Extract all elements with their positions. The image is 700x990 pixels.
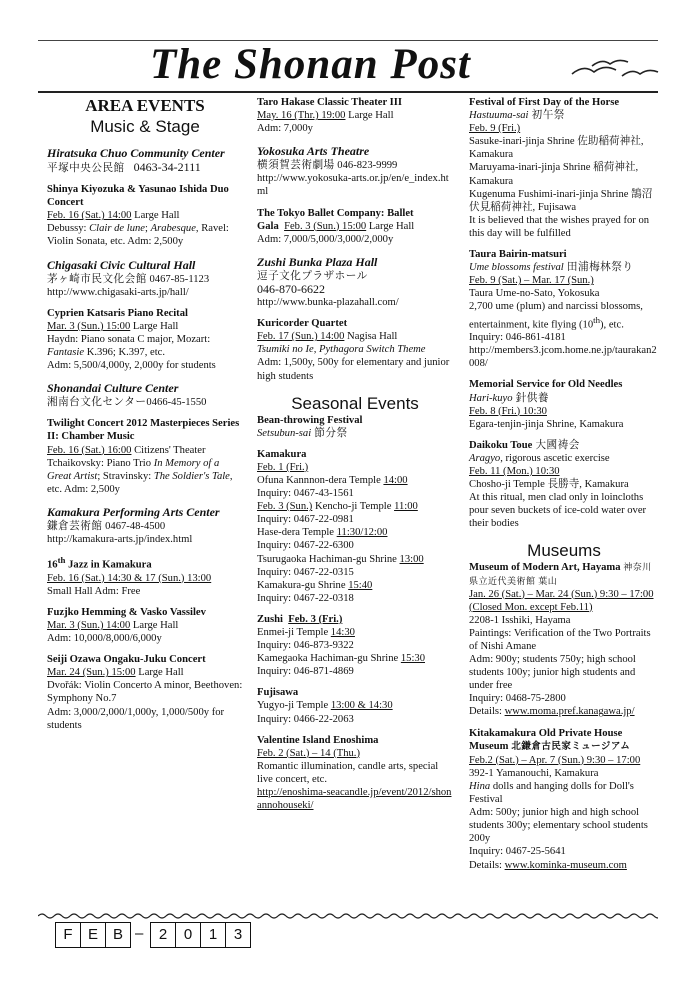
column-3 bbox=[469, 96, 659, 872]
masthead-title: The Shonan Post bbox=[150, 41, 471, 88]
festival-location: Egara-tenjin-jinja Shrine, Kamakura bbox=[469, 418, 624, 430]
venue-contact: 茅ヶ崎市民文化会館 0467-85-1123 bbox=[47, 273, 210, 285]
museum-address: 2208-1 Isshiki, Hayama bbox=[469, 614, 571, 626]
event-title: The Tokyo Ballet Company: Ballet Gala Feb. 3 (Sun.) 15:00 Large Hall bbox=[257, 207, 415, 232]
festival-subtitle: Ume blossoms festival 田浦梅林祭り bbox=[469, 262, 634, 274]
issue-year-box bbox=[150, 922, 251, 948]
event-title: Seiji Ozawa Ongaku-Juku Concert bbox=[47, 654, 206, 666]
museum-details: Details: www.moma.pref.kanagawa.jp/ bbox=[469, 706, 635, 718]
event-date: Mar. 3 (Sun.) 15:00 Large Hall bbox=[47, 320, 179, 332]
event-date: Feb. 17 (Sun.) 14:00 Nagisa Hall bbox=[257, 331, 398, 343]
festival-date: Feb. 9 (Sat.) – Mar. 17 (Sun.) bbox=[469, 275, 594, 287]
museum-admission: Adm: 900y; students 750y; high school students 100y; junior high students and under free bbox=[469, 654, 636, 692]
venue-contact: 鎌倉芸術館 0467-48-4500 bbox=[47, 520, 166, 532]
venue-url[interactable]: http://www.yokosuka-arts.or.jp/en/e_index.html bbox=[257, 173, 449, 198]
column-2 bbox=[257, 96, 453, 812]
issue-digit: 0 bbox=[176, 923, 201, 947]
museum-inquiry: Inquiry: 0467-25-5641 bbox=[469, 846, 566, 858]
festival-title: Valentine Island Enoshima bbox=[257, 734, 379, 746]
music-stage-heading: Music & Stage bbox=[90, 117, 200, 136]
venue-name-jp: 逗子文化プラザホール bbox=[257, 270, 368, 282]
festival-subtitle: Hastuuma-sai 初午祭 bbox=[469, 110, 565, 122]
festival-location: Hase-dera Temple 11:30/12:00 bbox=[257, 527, 388, 539]
event-admission: Adm: 10,000/8,000/6,000y bbox=[47, 633, 162, 645]
venue-name: Kamakura Performing Arts Center bbox=[47, 504, 220, 519]
venue-contact: 平塚中央公民館 0463-34-2111 bbox=[47, 160, 201, 174]
festival-date: Feb. 11 (Mon.) 10:30 bbox=[469, 465, 560, 477]
festival-location: Ofuna Kannnon-dera Temple 14:00 bbox=[257, 474, 408, 486]
festival-subtitle: Hari-kuyo 針供養 bbox=[469, 392, 549, 404]
venue-name: Hiratsuka Chuo Community Center bbox=[47, 146, 225, 160]
event-title: Kuricorder Quartet bbox=[257, 318, 348, 330]
event-title: 16th Jazz in Kamakura bbox=[47, 555, 152, 571]
festival-date: Feb. 8 (Fri.) 10:30 bbox=[469, 405, 547, 417]
museum-description: Hina dolls and hanging dolls for Doll's Festival bbox=[469, 780, 634, 806]
festival-date: Feb. 9 (Fri.) bbox=[469, 123, 521, 135]
event-date: Mar. 24 (Sun.) 15:00 Large Hall bbox=[47, 667, 184, 679]
issue-month-box bbox=[55, 922, 131, 948]
area-fujisawa: Fujisawa bbox=[257, 687, 299, 699]
venue-name: Chigasaki Civic Cultural Hall bbox=[47, 257, 196, 272]
festival-location: Chosho-ji Temple 長勝寺, Kamakura bbox=[469, 479, 629, 491]
museum-title: Kitakamakura Old Private House Museum 北鎌倉古民家ミュージアム bbox=[469, 727, 631, 752]
issue-digit: 1 bbox=[201, 923, 226, 947]
museum-dates: Jan. 26 (Sat.) – Mar. 24 (Sun.) 9:30 – 17:00 (Closed Mon. except Feb.11) bbox=[469, 588, 654, 613]
issue-dash: – bbox=[135, 925, 144, 942]
festival-inquiry: Inquiry: 046-873-9322 bbox=[257, 640, 354, 652]
festival-url[interactable]: http://enoshima-seacandle.jp/event/2012/shonannohouseki/ bbox=[257, 787, 452, 812]
event-admission: Adm: 7,000y bbox=[257, 123, 313, 135]
museum-title: Museum of Modern Art, Hayama 神奈川県立近代美術館 葉山 bbox=[469, 562, 652, 586]
issue-digit: 2 bbox=[151, 923, 176, 947]
festival-location: Maruyama-inari-jinja Shrine 稲荷神社, Kamakura bbox=[469, 162, 639, 187]
event-date: Feb. 16 (Sat.) 16:00 Citizens' Theater bbox=[47, 444, 206, 456]
festival-location: Tsurugaoka Hachiman-gu Shrine 13:00 bbox=[257, 553, 424, 565]
festival-title: Daikoku Toue 大國祷会 bbox=[469, 439, 580, 451]
venue-url[interactable]: http://www.bunka-plazahall.com/ bbox=[257, 297, 399, 309]
issue-letter: F bbox=[56, 923, 81, 947]
issue-digit: 3 bbox=[233, 926, 243, 943]
seagulls-icon bbox=[570, 52, 660, 82]
museum-dates: Feb.2 (Sat.) – Apr. 7 (Sun.) 9:30 – 17:00 392-1 Yamanouchi, Kamakura bbox=[469, 754, 641, 779]
festival-inquiry: Inquiry: 0467-43-1561 bbox=[257, 488, 354, 500]
museum-description: Paintings: Verification of the Two Portraits of Nishi Amane bbox=[469, 627, 651, 652]
event-title: Cyprien Katsaris Piano Recital bbox=[47, 307, 188, 319]
venue-url[interactable]: http://kamakura-arts.jp/index.html bbox=[47, 533, 193, 545]
seasonal-events-heading: Seasonal Events bbox=[291, 393, 419, 413]
event-title: Shinya Kiyozuka & Yasunao Ishida Duo Concert bbox=[47, 184, 229, 209]
event-date: May. 16 (Thr.) 19:00 Large Hall bbox=[257, 110, 394, 122]
festival-inquiry: Inquiry: 0467-22-6300 bbox=[257, 540, 354, 552]
festival-inquiry: Inquiry: 0467-22-0318 bbox=[257, 592, 354, 604]
festival-description: It is believed that the wishes prayed for on this day will be fulfilled bbox=[469, 214, 650, 239]
venue-contact: 湘南台文化センター0466-45-1550 bbox=[47, 397, 207, 409]
festival-inquiry: Inquiry: 0467-22-0315 bbox=[257, 566, 354, 578]
festival-location: Yugyo-ji Temple 13:00 & 14:30 bbox=[257, 700, 393, 712]
event-date: Feb. 16 (Sat.) 14:30 & 17 (Sun.) 13:00 bbox=[47, 572, 212, 584]
issue-letter: B bbox=[112, 926, 123, 943]
event-program: Haydn: Piano sonata C major, Mozart: Fantasie K.396; K.397, etc. bbox=[47, 333, 211, 359]
event-program: Tchaikovsky: Piano Trio In Memory of a Great Artist; Stravinsky: The Soldier's Tale, etc. Adm: 2,500y bbox=[47, 457, 233, 495]
event-title: Taro Hakase Classic Theater III bbox=[257, 97, 402, 108]
area-zushi: Zushi Feb. 3 (Fri.) bbox=[257, 613, 343, 625]
festival-title: Festival of First Day of the Horse bbox=[469, 97, 620, 108]
festival-inquiry: Inquiry: 0466-22-2063 bbox=[257, 713, 354, 725]
event-program: Dvořák: Violin Concerto A minor, Beethoven: Symphony No.7 bbox=[47, 680, 243, 705]
event-admission: Adm: 7,000/5,000/3,000/2,000y bbox=[257, 233, 394, 245]
museum-admission: Adm: 500y; junior high and high school students 300y; elementary school students 200y bbox=[469, 807, 648, 845]
venue-name: Yokosuka Arts Theatre bbox=[257, 144, 370, 159]
event-date: Feb. 16 (Sat.) 14:00 Large Hall bbox=[47, 210, 180, 222]
event-title: Twilight Concert 2012 Masterpieces Series II: Chamber Music bbox=[47, 418, 240, 443]
wavy-divider bbox=[38, 912, 658, 920]
festival-location: Kamegaoka Hachiman-gu Shrine 15:30 bbox=[257, 653, 425, 665]
festival-location: Feb. 3 (Sun.) Kencho-ji Temple 11:00 bbox=[257, 501, 418, 513]
museum-details: Details: www.kominka-museum.com bbox=[469, 859, 627, 871]
festival-location: Kugenuma Fushimi-inari-jinja Shrine 鵠沼伏見稲荷神社, Fujisawa bbox=[469, 188, 653, 213]
museum-url[interactable]: www.moma.pref.kanagawa.jp/ bbox=[504, 706, 635, 718]
event-date: Mar. 3 (Sun.) 14:00 Large Hall bbox=[47, 619, 179, 631]
festival-title: Memorial Service for Old Needles bbox=[469, 379, 623, 391]
issue-letter: E bbox=[81, 923, 106, 947]
venue-contact: 横須賀芸術劇場 046-823-9999 bbox=[257, 160, 398, 172]
festival-inquiry: Inquiry: 0467-22-0981 bbox=[257, 514, 354, 526]
masthead-rule bbox=[38, 91, 658, 93]
festival-title: Bean-throwing Festival bbox=[257, 414, 363, 426]
area-kamakura: Kamakura bbox=[257, 448, 307, 460]
festival-location: Enmei-ji Temple 14:30 bbox=[257, 627, 355, 638]
museums-heading: Museums bbox=[527, 541, 601, 561]
venue-url[interactable]: http://www.chigasaki-arts.jp/hall/ bbox=[47, 286, 189, 298]
event-title: Fuzjko Hemming & Vasko Vassilev bbox=[47, 606, 206, 618]
festival-location: Taura Ume-no-Sato, Yokosuka bbox=[469, 288, 600, 300]
festival-title: Taura Bairin-matsuri bbox=[469, 249, 567, 261]
event-admission: Adm: 1,500y, 500y for elementary and junior high students bbox=[257, 357, 450, 382]
museum-url[interactable]: www.kominka-museum.com bbox=[504, 859, 627, 871]
event-program: Tsumiki no Ie, Pythagora Switch Theme bbox=[257, 344, 426, 356]
event-program: Debussy: Clair de lune; Arabesque, Ravel: Violin Sonata, etc. Adm: 2,500y bbox=[47, 223, 229, 248]
festival-location: Kamakura-gu Shrine 15:40 bbox=[257, 579, 373, 591]
festival-location: Sasuke-inari-jinja Shrine 佐助稲荷神社, Kamakura bbox=[469, 136, 644, 161]
venue-name: Shonandai Culture Center bbox=[47, 381, 179, 396]
festival-url[interactable]: http://members3.jcom.home.ne.jp/taurakan2008/ bbox=[469, 345, 657, 370]
column-1 bbox=[47, 96, 243, 732]
museum-inquiry: Inquiry: 0468-75-2800 bbox=[469, 693, 566, 705]
festival-date: Feb. 1 (Fri.) bbox=[257, 461, 309, 473]
event-place: Small Hall Adm: Free bbox=[47, 585, 141, 597]
festival-description: At this ritual, men clad only in loincloths pour seven buckets of ice-cold water over their bodies bbox=[469, 492, 647, 530]
festival-subtitle: Setsubun-sai 節分祭 bbox=[257, 427, 348, 439]
festival-date: Feb. 2 (Sat.) – 14 (Thu.) bbox=[257, 747, 360, 759]
festival-inquiry: Inquiry: 046-871-4869 bbox=[257, 666, 354, 678]
festival-description: 2,700 ume (plum) and narcissi blossoms, entertainment, kite flying (10th), etc. Inquiry: 046-861-4181 bbox=[469, 301, 643, 344]
event-admission: Adm: 5,500/4,000y, 2,000y for students bbox=[47, 360, 216, 372]
area-events-heading: AREA EVENTS bbox=[85, 96, 205, 115]
venue-phone: 046-870-6622 bbox=[257, 281, 325, 296]
festival-description: Romantic illumination, candle arts, special live concert, etc. bbox=[257, 760, 439, 785]
event-admission: Adm: 3,000/2,000/1,000y, 1,000/500y for students bbox=[47, 706, 225, 731]
venue-name: Zushi Bunka Plaza Hall bbox=[257, 254, 378, 269]
festival-subtitle: Aragyo, rigorous ascetic exercise bbox=[469, 452, 610, 464]
